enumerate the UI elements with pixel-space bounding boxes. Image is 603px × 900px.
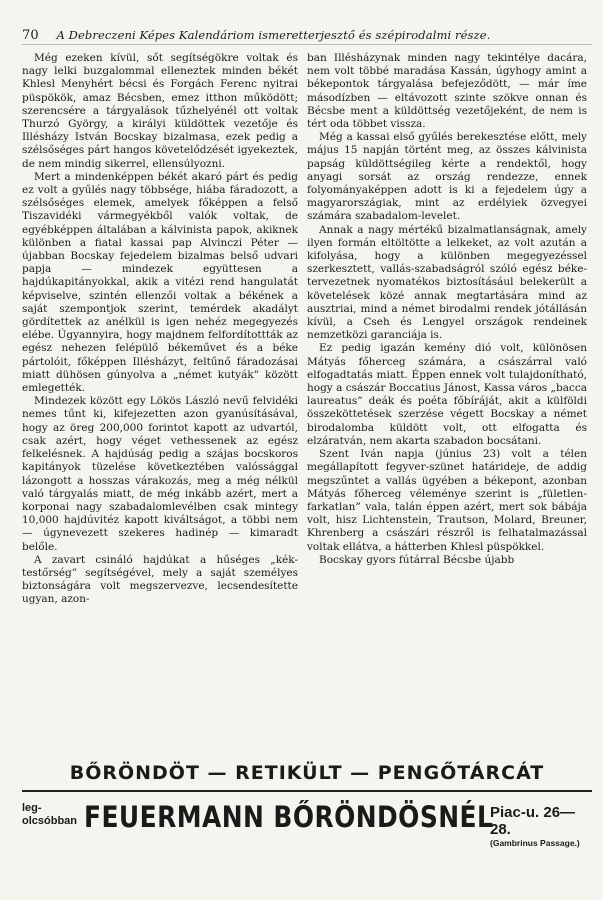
- ad-body: [22, 800, 592, 860]
- paragraph: Még a kassai első gyűlés berekesztése előtt, mely május 15 napján történt meg, az összes kálvinista papság küldöttségileg kérte a rendektől, hogy anyagi sorsát az ország rendezze, ennek folyományaképpen adott is ki a fejedelem úgy a magyarországiak, mint az erdélyiek özvegyei számára szabadalom-levelet.: [307, 131, 587, 223]
- paragraph: Bocskay gyors fútárral Bécsbe újabb: [319, 553, 515, 566]
- paragraph: Ez pedig igazán kemény dió volt, különösen Mátyás főherceg számára, a császárral való elfogadtatás miatt. Éppen ennek volt tulajdonítható, hogy a császár Boccatius Jánost, Kassa város „bacca laureatus” deák és poéta főbíráját, akit a külföldi összeköttetések szerzése végett Bocskay a német birodalomba küldött volt, ott elfogatta és elzáratván, nem akarta szabadon bocsátani.: [307, 342, 587, 447]
- paragraph: Szent Iván napja (június 23) volt a télen megállapított fegyver-szünet határideje, de addig megszűntet a vallás ügyében a békepont, azonban Mátyás főherceg véleménye szerint is „fületlen-farkatlan” vala, talán éppen azért, mert sok bábája volt, hisz Lichtenstein, Trautson, Molard, Breuner, Khrenberg a császári részről is felhatalmazással voltak ellátva, a hátterben Khlesl püspökkel.: [307, 448, 587, 553]
- ad-headline: BŐRÖNDÖT — RETIKÜLT — PENGŐTÁRCÁT: [22, 762, 592, 792]
- ad-address-note: (Gambrinus Passage.): [490, 838, 580, 848]
- paragraph: Mert a mindenképpen békét akaró párt és pedig ez volt a gyűlés nagy többsége, hiába fáradozott, a szélsőséges elemek, amelyek főképpen a felső Tiszavidéki vármegyékből valók voltak, de egyébképpen általában a kálvinista papok, akiknek különben a fiatal kassai pap Alvinczi Péter — újabban Bocskay fejedelem bizalmas belső udvari papja — mindezek együttesen a hajdúkapitányokkal, akik a vitézi rend hangulatát képviselve, szintén ellenzői voltak a békének a saját szempontjok szerint, temérdek akadályt gördítettek az anélkül is igen nehéz megegyezés elébe. Úgyannyira, hogy majdnem felfordítottták az egész nehezen felépülő békeművet és a béke pártolóit, főképpen Illésházyt, feltűnő fáradozásai miatt dühösen gúnyolva a „német kutyák” között emlegették.: [22, 170, 298, 395]
- paragraph: A zavart csináló hajdúkat a hűséges „kék-testőrség” segítségével, mely a saját személyes biztonságára volt megszervezve, lecsendesítette ugyan, azon-: [22, 553, 298, 606]
- ad-side-text-2: olcsóbban: [22, 815, 78, 827]
- paragraph: Még ezeken kívül, sőt segítségökre voltak és nagy lelki buzgalommal elleneztek minden békét Khlesl Menyhért bécsi és Forgách Ferenc nyitrai püspökök, amaz Bécsben, emez itthon működött; szerencsére a tárgyalások tűzhelyénél ott voltak Thurzó György, a királyi küldöttek vezetője és Illésházy István Bocskay bizalmasa, ezek pedig a szélsőséges párt hangos követelődzését igyekeztek, de nem mindig sikerrel, ellensúlyozni.: [22, 52, 298, 170]
- right-column: [307, 52, 587, 567]
- paragraph: ban Illésházynak minden nagy tekintélye dacára, nem volt többé maradása Kassán, úgyhogy amint a békepontok tárgyalása befejeződött, — már íme másodízben — eltávozott szinte szökve onnan és Bécsbe ment a küldöttség vezetőjeként, de nem is tért oda többet vissza.: [307, 52, 587, 131]
- header-rule: [22, 44, 592, 45]
- paragraph: Mindezek között egy Lökös László nevű felvidéki nemes tűnt ki, kifejezetten azon gyanúsításával, hogy az öreg 200,000 forintot kapott az udvartól, csak azért, hogy véget vethessenek az egész felkelésnek. A hajdúság pedig a szájas bocskoros kapitányok tüzelése következtében valóssággal lázongott a hosszas várakozás, meg a még nélkül való tárgyalás miatt, de még inkább azért, mert a korponai nagy szabadalomlevélben csak mintegy 10,000 hajdúvitéz kapott kiváltságot, a többi nem — úgynevezett szekeres hadinép — kimaradt belőle.: [22, 395, 298, 553]
- ad-address-street: Piac-u. 26—28.: [490, 804, 576, 838]
- paragraph: Annak a nagy mértékű bizalmatlanságnak, amely ilyen formán eltöltötte a lelkeket, az volt azután a kifolyása, hogy a különben megegyezéssel szerkesztett, vallás-szabadságról szóló egész béke-tervezetnek nyomatékos biztosításául belekerült a követelések közé annak megtartására mind az ausztriai, mind a német birodalmi rendek jótállásán kívül, a Cseh és Lengyel országok rendeinek nemzetközi garanciája is.: [307, 223, 587, 342]
- ad-address: [490, 804, 592, 848]
- ad-company-name: FEUERMANN BŐRÖNDÖSNÉL: [84, 800, 494, 834]
- ad-side-text: [22, 802, 82, 828]
- running-header: [22, 28, 592, 43]
- page-number: 70: [22, 28, 39, 43]
- running-title: A Debreczeni Képes Kalendáriom ismeretterjesztő és szépirodalmi része.: [56, 28, 491, 42]
- left-column: [22, 52, 298, 607]
- advertisement: [22, 762, 592, 880]
- ad-side-text-1: leg-: [22, 802, 42, 814]
